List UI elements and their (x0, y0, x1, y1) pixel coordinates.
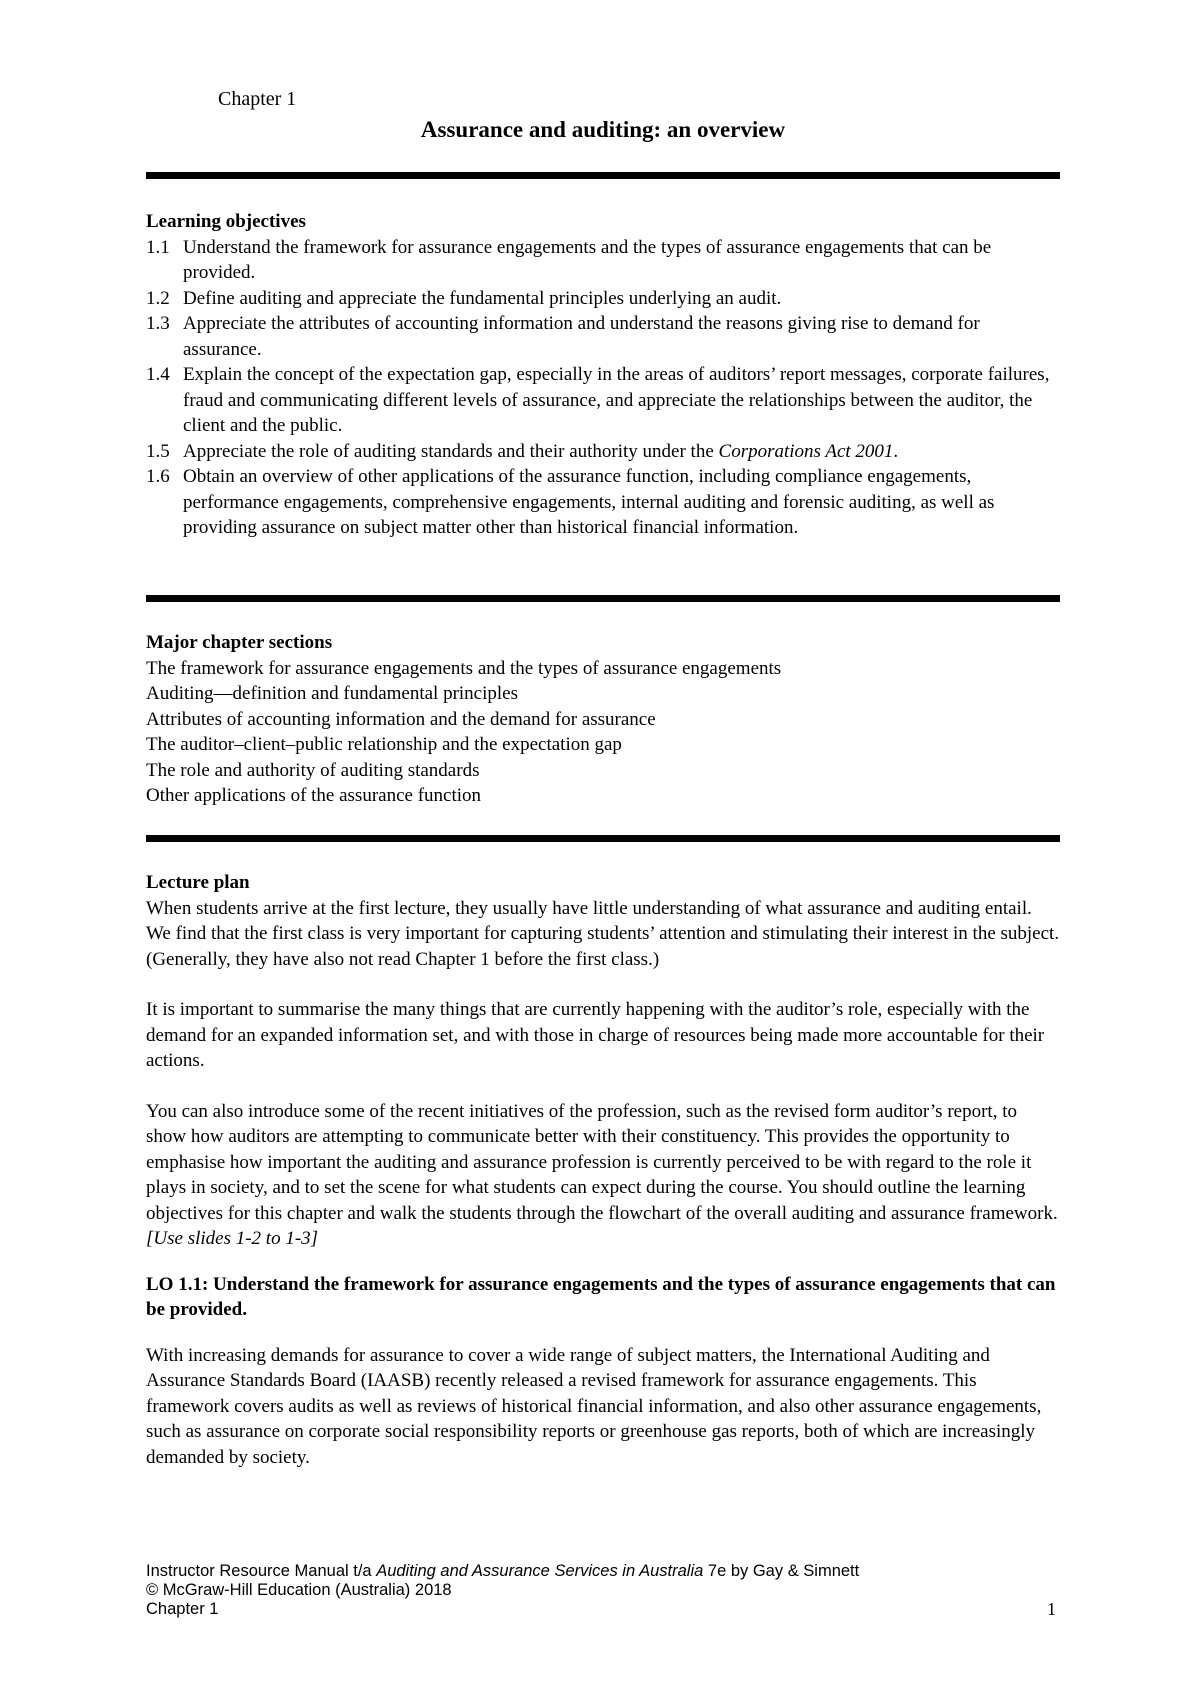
objective-text: Explain the concept of the expectation gap, especially in the areas of auditors’ report messages, corporate failures, fraud and communicating different levels of assurance, and appreciate the relationships between the auditor, the client and the public. (183, 364, 1050, 436)
objective-number: 1.5 (146, 440, 170, 462)
objective-item (146, 311, 1060, 362)
lecture-paragraph (146, 1099, 1060, 1252)
major-section-item: Auditing—definition and fundamental principles (146, 683, 519, 704)
objective-item (146, 286, 1060, 312)
objective-item (146, 235, 1060, 286)
lecture-plan-section (146, 870, 1060, 1470)
objective-number: 1.3 (146, 313, 170, 334)
major-sections-heading: Major chapter sections (146, 632, 333, 653)
section-divider (146, 835, 1060, 842)
objective-number: 1.2 (146, 287, 170, 309)
major-section-item: The auditor–client–public relationship and the expectation gap (146, 734, 622, 755)
objective-item (146, 464, 1060, 541)
footer-chapter: Chapter 1 (146, 1600, 219, 1618)
lecture-paragraph: When students arrive at the first lecture, they usually have little understanding of what assurance and auditing entail. We find that the first class is very important for capturing students’ attention and stimulating their interest in the subject. (Generally, they have also not read Chapter 1 before the first class.) (146, 897, 1060, 970)
objective-item (146, 439, 1060, 465)
objective-text-part: Appreciate the role of auditing standards and their authority under the (183, 440, 719, 462)
objective-text: Understand the framework for assurance engagements and the types of assurance engagements that can be provided. (183, 236, 992, 283)
page-number: 1 (1047, 1599, 1056, 1619)
lo-heading: LO 1.1: Understand the framework for assurance engagements and the types of assurance engagements that can be provided. (146, 1273, 1056, 1320)
footer-text: Instructor Resource Manual t/a (146, 1562, 377, 1580)
objective-text: Obtain an overview of other applications of the assurance function, including compliance engagements, performance engagements, comprehensive engagements, internal auditing and forensic auditing, as well as providing assurance on subject matter other than historical financial information. (183, 466, 995, 538)
slides-note: [Use slides 1-2 to 1-3] (146, 1228, 319, 1249)
section-divider (146, 172, 1060, 179)
footer-chapter-row (146, 1600, 1060, 1619)
major-section-item: Attributes of accounting information and the demand for assurance (146, 708, 656, 730)
lecture-paragraph-text: You can also introduce some of the recent initiatives of the profession, such as the revised form auditor’s report, to show how auditors are attempting to communicate better with their constituency. This provides the opportunity to emphasise how important the auditing and assurance profession is currently perceived to be with regard to the role it plays in society, and to set the scene for what students can expect during the course. You should outline the learning objectives for this chapter and walk the students through the flowchart of the overall auditing and assurance framework. (146, 1100, 1058, 1224)
chapter-label: Chapter 1 (218, 88, 297, 110)
footer-book-title: Auditing and Assurance Services in Australia (376, 1562, 704, 1580)
objective-number: 1.4 (146, 364, 170, 385)
page-footer (146, 1562, 1060, 1619)
lecture-paragraph: It is important to summarise the many things that are currently happening with the auditor’s role, especially with the demand for an expanded information set, and with those in charge of resources being made more accountable for their actions. (146, 999, 1045, 1071)
page-title: Assurance and auditing: an overview (420, 117, 786, 142)
footer-text: 7e by Gay & Simnett (703, 1562, 860, 1580)
objective-number: 1.6 (146, 466, 170, 487)
footer-source-line (146, 1562, 1060, 1581)
major-section-item: Other applications of the assurance function (146, 785, 482, 806)
objective-text (183, 439, 1060, 465)
act-name: Corporations Act 2001 (718, 440, 894, 462)
learning-objectives-heading: Learning objectives (146, 211, 306, 232)
objective-text: Define auditing and appreciate the fundamental principles underlying an audit. (183, 287, 782, 309)
learning-objectives-section (146, 209, 1060, 541)
footer-copyright: © McGraw-Hill Education (Australia) 2018 (146, 1581, 452, 1599)
objective-number: 1.1 (146, 236, 170, 258)
major-section-item: The role and authority of auditing standards (146, 759, 480, 781)
lo-paragraph: With increasing demands for assurance to cover a wide range of subject matters, the International Auditing and Assurance Standards Board (IAASB) recently released a revised framework for assurance engagements. This framework covers audits as well as reviews of historical financial information, and also other assurance engagements, such as assurance on corporate social responsibility reports or greenhouse gas reports, both of which are increasingly demanded by society. (146, 1344, 1042, 1468)
major-section-item: The framework for assurance engagements and the types of assurance engagements (146, 657, 782, 679)
objective-item (146, 362, 1060, 439)
section-divider (146, 595, 1060, 602)
lecture-plan-heading: Lecture plan (146, 872, 250, 893)
major-sections-section (146, 630, 1060, 809)
objective-text: Appreciate the attributes of accounting information and understand the reasons giving rise to demand for assurance. (183, 313, 980, 360)
objective-text-part: . (893, 440, 899, 462)
